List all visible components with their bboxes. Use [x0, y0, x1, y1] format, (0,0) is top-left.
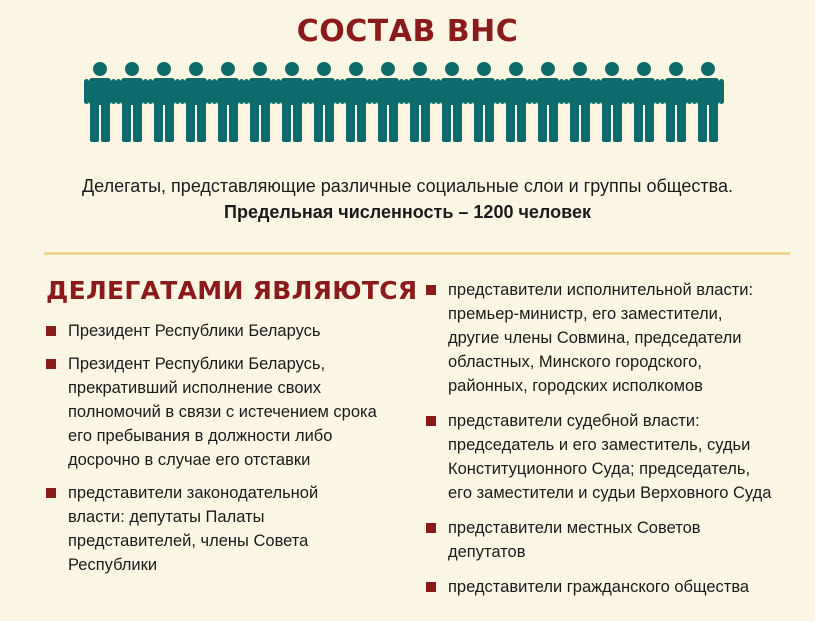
person-icon [84, 62, 116, 142]
list-item [426, 409, 806, 505]
list-item [46, 481, 426, 577]
person-icon [692, 62, 724, 142]
delegates-left-column [46, 276, 426, 586]
delegates-right-column [426, 278, 806, 610]
person-icon [276, 62, 308, 142]
list-item-text: представители судебной власти: председатель и его заместитель, судьи Конституционного Суда; председатель, его заместители и судьи Верховного Суда [448, 412, 772, 502]
person-icon [500, 62, 532, 142]
bullet-square-icon [46, 359, 56, 369]
delegates-list-right [426, 278, 806, 599]
intro-description: Делегаты, представляющие различные социальные слои и группы общества. [81, 176, 734, 196]
person-icon [116, 62, 148, 142]
person-icon [436, 62, 468, 142]
list-item-text: Президент Республики Беларусь [68, 322, 321, 340]
person-icon [308, 62, 340, 142]
person-icon [212, 62, 244, 142]
bullet-square-icon [46, 488, 56, 498]
people-row [84, 62, 724, 142]
list-item-text: представители местных Советов депутатов [448, 519, 701, 561]
person-icon [468, 62, 500, 142]
intro-limit: Предельная численность – 1200 человек [224, 202, 591, 222]
bullet-square-icon [46, 326, 56, 336]
person-icon [660, 62, 692, 142]
bullet-square-icon [426, 582, 436, 592]
list-item-text: представители гражданского общества [448, 578, 750, 596]
page-title: СОСТАВ ВНС [296, 14, 519, 49]
person-icon [564, 62, 596, 142]
person-icon [404, 62, 436, 142]
delegates-heading: ДЕЛЕГАТАМИ ЯВЛЯЮТСЯ [46, 276, 418, 305]
list-item-text: Президент Республики Беларусь, прекративший исполнение своих полномочий в связи с истечением срока его пребывания в должности либо досрочно в случае его отставки [68, 355, 377, 469]
list-item [426, 516, 806, 564]
intro [0, 173, 815, 225]
list-item-text: представители исполнительной власти: премьер-министр, его заместители, другие члены Совмина, председатели областных, Минского городского, районных, городских исполкомов [448, 281, 754, 395]
person-icon [180, 62, 212, 142]
person-icon [148, 62, 180, 142]
person-icon [244, 62, 276, 142]
list-item [46, 352, 426, 472]
bullet-square-icon [426, 416, 436, 426]
list-item-text: представители законодательной власти: депутаты Палаты представителей, члены Совета Республики [68, 484, 319, 574]
list-item [426, 575, 806, 599]
person-icon [372, 62, 404, 142]
bullet-square-icon [426, 523, 436, 533]
bullet-square-icon [426, 285, 436, 295]
person-icon [532, 62, 564, 142]
list-item [46, 319, 426, 343]
person-icon [340, 62, 372, 142]
delegates-list-left [46, 319, 426, 577]
person-icon [596, 62, 628, 142]
person-icon [628, 62, 660, 142]
divider [44, 252, 790, 255]
list-item [426, 278, 806, 398]
